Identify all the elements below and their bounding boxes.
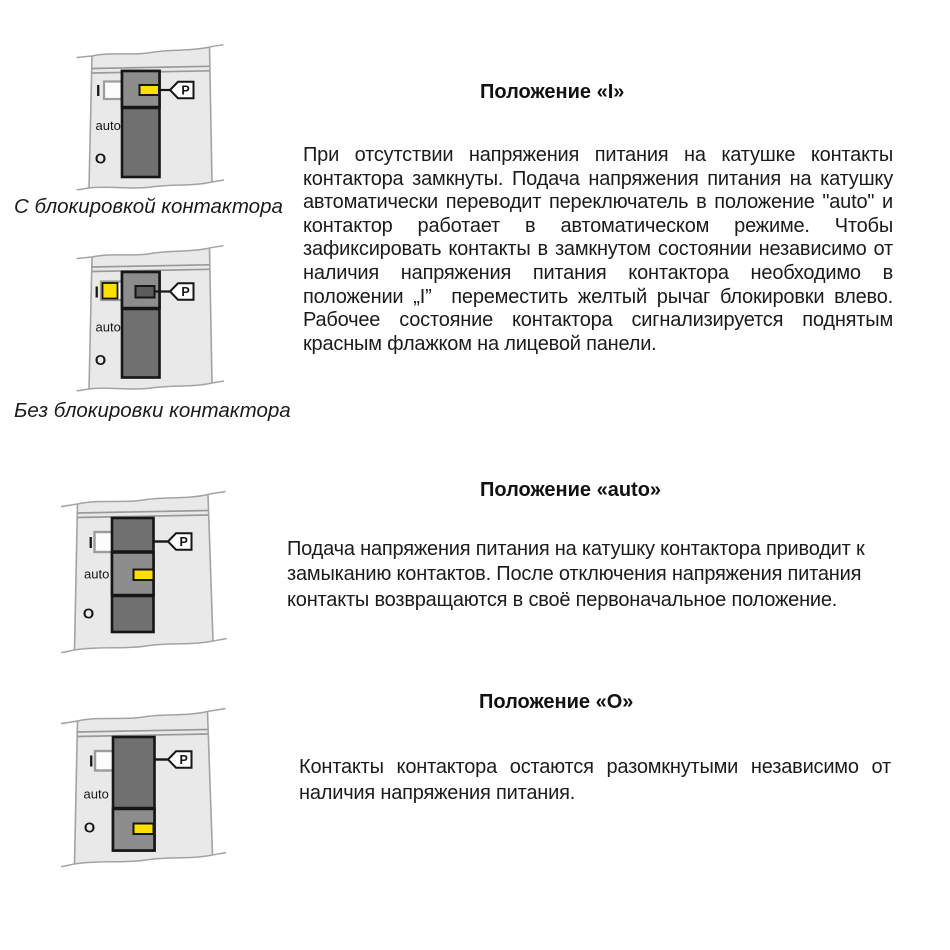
yellow-indicator: [134, 824, 154, 835]
position-label-i: I: [88, 535, 93, 552]
pointer-label: P: [181, 285, 190, 300]
position-label-o: O: [94, 151, 107, 168]
position-label-o: O: [83, 820, 96, 837]
body-text-position-i: При отсутствии напряжения питания на катушке контакты контактора замкнуты. Подача напряжения питания на катушку автоматически переводит переключатель в положение "auto" и контактор работает в автоматическом режиме. Чтобы зафиксировать контакты в замкнутом состоянии независимо от наличия напряжения питания контактора необходимо в положении „I” переместить желтый рычаг блокировки влево. Рабочее состояние контактора сигнализируется поднятым красным флажком на лицевой панели.: [303, 144, 893, 355]
lock-slot-empty: [104, 82, 123, 100]
figure-position-auto: [61, 492, 227, 653]
pointer-label: P: [179, 535, 188, 550]
body-text-position-o: Контакты контактора остаются разомкнутыми независимо от наличия напряжения питания.: [299, 756, 891, 804]
figure-caption-with-lock: С блокировкой контактора: [14, 195, 283, 218]
position-label-auto: auto: [95, 118, 121, 133]
yellow-lock-lever: [140, 85, 160, 95]
section-heading-position-auto: Положение «auto»: [480, 479, 662, 501]
figure-position-o: [61, 709, 226, 867]
position-label-auto: auto: [83, 786, 109, 802]
position-label-auto: auto: [84, 566, 110, 582]
section-heading-position-o: Положение «О»: [479, 691, 634, 713]
lock-slot-empty: [95, 751, 114, 771]
body-text-position-auto: Подача напряжения питания на катушку контактора приводит к замыканию контактов. После отключения напряжения питания контакты возвращаются в своё первоначальное положение.: [287, 538, 865, 611]
figure-with-lock: [77, 45, 225, 190]
position-label-auto: auto: [95, 319, 121, 335]
position-label-i: I: [94, 284, 99, 302]
figure-caption-without-lock: Без блокировки контактора: [14, 399, 291, 422]
pointer-label: P: [181, 83, 190, 98]
figure-without-lock: [77, 246, 225, 391]
lever-slot-dark: [136, 286, 155, 298]
position-label-i: I: [96, 83, 101, 100]
position-label-i: I: [89, 753, 94, 771]
yellow-indicator: [134, 570, 154, 581]
pointer-label: P: [179, 753, 188, 768]
section-heading-position-i: Положение «I»: [480, 81, 625, 103]
position-label-o: O: [94, 353, 107, 369]
position-label-o: O: [82, 606, 95, 623]
yellow-lock-lever: [103, 283, 118, 299]
lock-slot-empty: [95, 532, 114, 552]
